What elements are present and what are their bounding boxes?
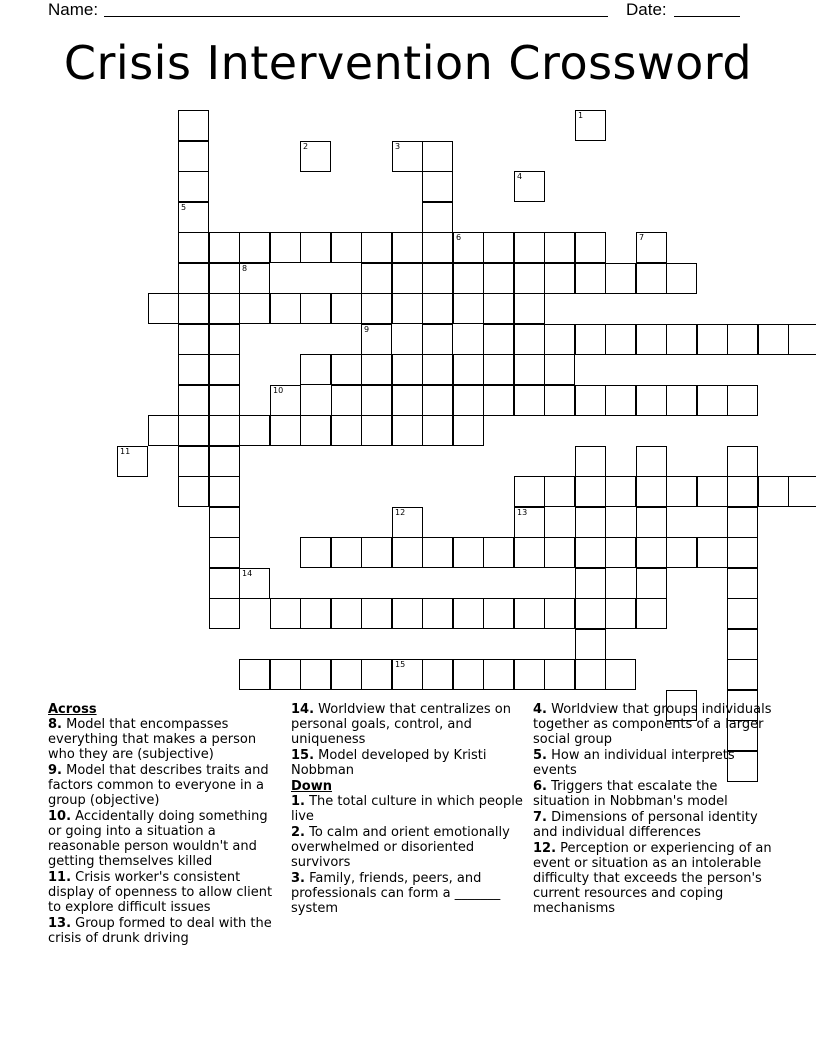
crossword-cell[interactable]: [514, 659, 545, 690]
clue-item: [48, 870, 284, 915]
clue-item-text: To calm and orient emotionally overwhelmed or disoriented survivors: [291, 825, 510, 870]
crossword-cell[interactable]: [453, 232, 484, 263]
crossword-cell[interactable]: [239, 293, 270, 324]
clue-number: 12: [395, 508, 406, 517]
clue-item-number: 1.: [291, 794, 305, 809]
date-label: Date:: [626, 0, 667, 19]
crossword-cell[interactable]: [727, 568, 758, 599]
crossword-cell[interactable]: [483, 537, 514, 568]
crossword-cell[interactable]: [575, 629, 606, 660]
clue-item-number: 10.: [48, 809, 72, 824]
clue-number: 1: [578, 111, 584, 120]
crossword-cell[interactable]: [422, 171, 453, 202]
clue-item: [291, 794, 527, 824]
crossword-cell[interactable]: [514, 354, 545, 385]
crossword-cell[interactable]: [514, 537, 545, 568]
clue-item-text: Crisis worker's consistent display of openness to allow client to explore difficult issues: [48, 870, 273, 915]
crossword-cell[interactable]: [483, 385, 514, 416]
crossword-cell[interactable]: [636, 476, 667, 507]
crossword-cell[interactable]: [544, 232, 575, 263]
crossword-cell[interactable]: [575, 232, 606, 263]
crossword-cell[interactable]: [453, 659, 484, 690]
crossword-cell[interactable]: [392, 263, 423, 294]
crossword-cell[interactable]: [422, 293, 453, 324]
down-heading: Down: [291, 779, 332, 794]
clue-item: [291, 825, 527, 870]
crossword-cell[interactable]: [514, 324, 545, 355]
crossword-cell[interactable]: [392, 415, 423, 446]
crossword-cell[interactable]: [727, 537, 758, 568]
clue-number: 10: [273, 386, 284, 395]
crossword-cell[interactable]: [239, 263, 270, 294]
crossword-cell[interactable]: [422, 598, 453, 629]
page-title: Crisis Intervention Crossword: [63, 36, 753, 90]
crossword-cell[interactable]: [453, 354, 484, 385]
crossword-cell[interactable]: [483, 263, 514, 294]
crossword-cell[interactable]: [178, 385, 209, 416]
clue-item-text: Group formed to deal with the crisis of drunk driving: [48, 916, 272, 946]
clues-column-3: [533, 702, 773, 917]
clue-item-number: 6.: [533, 779, 547, 794]
clues-column-1: [48, 702, 284, 947]
crossword-cell[interactable]: [666, 537, 697, 568]
clue-item-text: Model that describes traits and factors common to everyone in a group (objective): [48, 763, 269, 808]
crossword-cell[interactable]: [666, 385, 697, 416]
clue-item-number: 2.: [291, 825, 305, 840]
crossword-cell[interactable]: [331, 385, 362, 416]
crossword-cell[interactable]: [575, 507, 606, 538]
crossword-cell[interactable]: [422, 141, 453, 172]
crossword-cell[interactable]: [727, 324, 758, 355]
crossword-cell[interactable]: [239, 232, 270, 263]
clue-item: [48, 763, 284, 808]
crossword-cell[interactable]: [178, 324, 209, 355]
crossword-cell[interactable]: [422, 354, 453, 385]
crossword-cell[interactable]: [514, 232, 545, 263]
crossword-cell[interactable]: [331, 293, 362, 324]
crossword-cell[interactable]: [209, 537, 240, 568]
crossword-cell[interactable]: [636, 324, 667, 355]
crossword-cell[interactable]: [453, 415, 484, 446]
crossword-cell[interactable]: [148, 415, 179, 446]
crossword-cell[interactable]: [575, 324, 606, 355]
crossword-cell[interactable]: [422, 263, 453, 294]
crossword-cell[interactable]: [636, 537, 667, 568]
crossword-cell[interactable]: [575, 568, 606, 599]
crossword-cell[interactable]: [178, 446, 209, 477]
clue-item-text: Dimensions of personal identity and individual differences: [533, 810, 758, 840]
clue-item-text: Perception or experiencing of an event or situation as an intolerable difficulty that exceeds the person's current resources and coping mechanisms: [533, 841, 772, 916]
crossword-cell[interactable]: [209, 354, 240, 385]
crossword-cell[interactable]: [361, 263, 392, 294]
clue-item-text: Model developed by Kristi Nobbman: [291, 748, 487, 778]
crossword-cell[interactable]: [483, 293, 514, 324]
clue-item-number: 4.: [533, 702, 547, 717]
crossword-cell[interactable]: [727, 446, 758, 477]
crossword-cell[interactable]: [239, 568, 270, 599]
crossword-cell[interactable]: [727, 507, 758, 538]
crossword-cell[interactable]: [575, 537, 606, 568]
crossword-cell[interactable]: [666, 476, 697, 507]
crossword-cell[interactable]: [727, 629, 758, 660]
crossword-cell[interactable]: [361, 293, 392, 324]
crossword-cell[interactable]: [697, 537, 728, 568]
crossword-cell[interactable]: [392, 537, 423, 568]
crossword-cell[interactable]: [270, 659, 301, 690]
clue-item-text: Worldview that centralizes on personal goals, control, and uniqueness: [291, 702, 511, 747]
crossword-cell[interactable]: [453, 385, 484, 416]
crossword-cell[interactable]: [544, 385, 575, 416]
crossword-cell[interactable]: [636, 598, 667, 629]
crossword-cell[interactable]: [209, 324, 240, 355]
crossword-cell[interactable]: [300, 354, 331, 385]
crossword-cell[interactable]: [697, 476, 728, 507]
clue-item: [48, 809, 284, 869]
clue-number: 2: [303, 142, 309, 151]
crossword-cell[interactable]: [178, 354, 209, 385]
crossword-cell[interactable]: [544, 476, 575, 507]
clue-number: 3: [395, 142, 401, 151]
crossword-cell[interactable]: [514, 293, 545, 324]
crossword-cell[interactable]: [300, 415, 331, 446]
crossword-cell[interactable]: [788, 476, 816, 507]
crossword-cell[interactable]: [605, 537, 636, 568]
crossword-cell[interactable]: [392, 354, 423, 385]
crossword-cell[interactable]: [666, 324, 697, 355]
clue-item-number: 9.: [48, 763, 62, 778]
crossword-cell[interactable]: [514, 507, 545, 538]
crossword-cell[interactable]: [544, 537, 575, 568]
crossword-cell[interactable]: [636, 568, 667, 599]
crossword-cell[interactable]: [514, 476, 545, 507]
clue-item-number: 3.: [291, 871, 305, 886]
crossword-cell[interactable]: [148, 293, 179, 324]
clue-item: [533, 779, 773, 809]
crossword-cell[interactable]: [636, 446, 667, 477]
clue-item: [533, 810, 773, 840]
clue-item: [291, 702, 527, 747]
crossword-cell[interactable]: [361, 354, 392, 385]
crossword-cell[interactable]: [636, 232, 667, 263]
crossword-cell[interactable]: [483, 232, 514, 263]
crossword-cell[interactable]: [178, 263, 209, 294]
crossword-cell[interactable]: [636, 507, 667, 538]
crossword-cell[interactable]: [209, 446, 240, 477]
crossword-cell[interactable]: [636, 385, 667, 416]
crossword-cell[interactable]: [483, 354, 514, 385]
crossword-cell[interactable]: [514, 171, 545, 202]
crossword-cell[interactable]: [300, 293, 331, 324]
clue-item-number: 15.: [291, 748, 315, 763]
crossword-cell[interactable]: [209, 507, 240, 538]
crossword-cell[interactable]: [575, 385, 606, 416]
crossword-cell[interactable]: [300, 537, 331, 568]
crossword-cell[interactable]: [605, 324, 636, 355]
crossword-cell[interactable]: [331, 598, 362, 629]
crossword-cell[interactable]: [422, 232, 453, 263]
crossword-cell[interactable]: [758, 476, 789, 507]
crossword-cell[interactable]: [605, 476, 636, 507]
crossword-cell[interactable]: [575, 476, 606, 507]
crossword-cell[interactable]: [544, 263, 575, 294]
crossword-cell[interactable]: [605, 598, 636, 629]
crossword-cell[interactable]: [666, 263, 697, 294]
crossword-cell[interactable]: [178, 141, 209, 172]
crossword-cell[interactable]: [514, 598, 545, 629]
crossword-cell[interactable]: [209, 568, 240, 599]
crossword-cell[interactable]: [422, 385, 453, 416]
crossword-cell[interactable]: [361, 385, 392, 416]
clue-item-text: Worldview that groups individuals together as components of a larger social group: [533, 702, 772, 747]
crossword-cell[interactable]: [361, 232, 392, 263]
crossword-cell[interactable]: [483, 598, 514, 629]
crossword-cell[interactable]: [575, 110, 606, 141]
crossword-cell[interactable]: [636, 263, 667, 294]
clue-item: [48, 717, 284, 762]
crossword-cell[interactable]: [331, 415, 362, 446]
crossword-cell[interactable]: [544, 324, 575, 355]
clue-item-number: 12.: [533, 841, 557, 856]
clue-number: 11: [120, 447, 131, 456]
clue-number: 8: [242, 264, 248, 273]
clue-item: [533, 841, 773, 916]
crossword-cell[interactable]: [331, 232, 362, 263]
crossword-cell[interactable]: [178, 232, 209, 263]
crossword-cell[interactable]: [422, 324, 453, 355]
crossword-cell[interactable]: [605, 659, 636, 690]
clue-item-number: 11.: [48, 870, 72, 885]
clue-item-text: Model that encompasses everything that makes a person who they are (subjective): [48, 717, 257, 762]
crossword-cell[interactable]: [453, 537, 484, 568]
crossword-cell[interactable]: [575, 659, 606, 690]
crossword-cell[interactable]: [300, 141, 331, 172]
crossword-cell[interactable]: [178, 202, 209, 233]
crossword-cell[interactable]: [727, 476, 758, 507]
clue-item-text: Accidentally doing something or going into a situation a reasonable person wouldn't and getting themselves killed: [48, 809, 268, 869]
crossword-cell[interactable]: [422, 202, 453, 233]
name-label: Name:: [48, 0, 99, 19]
clue-item-number: 8.: [48, 717, 62, 732]
crossword-cell[interactable]: [209, 263, 240, 294]
crossword-cell[interactable]: [697, 324, 728, 355]
clue-item-number: 13.: [48, 916, 72, 931]
crossword-cell[interactable]: [697, 385, 728, 416]
clue-item-number: 5.: [533, 748, 547, 763]
crossword-cell[interactable]: [453, 598, 484, 629]
clue-number: 13: [517, 508, 528, 517]
clue-number: 14: [242, 569, 253, 578]
crossword-cell[interactable]: [178, 476, 209, 507]
clue-item-text: Family, friends, peers, and professionals can form a _______ system: [291, 871, 501, 916]
crossword-cell[interactable]: [331, 659, 362, 690]
crossword-cell[interactable]: [361, 324, 392, 355]
clue-number: 15: [395, 660, 406, 669]
clues-column-2: [291, 702, 527, 917]
crossword-cell[interactable]: [178, 293, 209, 324]
crossword-cell[interactable]: [392, 141, 423, 172]
crossword-cell[interactable]: [300, 659, 331, 690]
crossword-cell[interactable]: [300, 232, 331, 263]
crossword-cell[interactable]: [575, 598, 606, 629]
clue-item-number: 7.: [533, 810, 547, 825]
crossword-cell[interactable]: [209, 293, 240, 324]
crossword-cell[interactable]: [575, 263, 606, 294]
clue-item-text: Triggers that escalate the situation in Nobbman's model: [533, 779, 728, 809]
crossword-cell[interactable]: [270, 385, 301, 416]
crossword-cell[interactable]: [331, 537, 362, 568]
crossword-cell[interactable]: [392, 385, 423, 416]
crossword-cell[interactable]: [727, 385, 758, 416]
crossword-cell[interactable]: [209, 476, 240, 507]
crossword-cell[interactable]: [514, 385, 545, 416]
crossword-cell[interactable]: [605, 263, 636, 294]
clue-number: 6: [456, 233, 462, 242]
crossword-cell[interactable]: [453, 263, 484, 294]
clue-number: 4: [517, 172, 523, 181]
crossword-cell[interactable]: [209, 385, 240, 416]
crossword-cell[interactable]: [270, 293, 301, 324]
crossword-cell[interactable]: [392, 232, 423, 263]
clue-item-number: 14.: [291, 702, 315, 717]
crossword-cell[interactable]: [300, 598, 331, 629]
crossword-cell[interactable]: [422, 537, 453, 568]
crossword-cell[interactable]: [514, 263, 545, 294]
crossword-cell[interactable]: [727, 659, 758, 690]
crossword-cell[interactable]: [270, 232, 301, 263]
clue-item: [48, 916, 284, 946]
crossword-cell[interactable]: [422, 659, 453, 690]
crossword-cell[interactable]: [544, 354, 575, 385]
crossword-cell[interactable]: [605, 385, 636, 416]
crossword-cell[interactable]: [361, 537, 392, 568]
crossword-cell[interactable]: [270, 415, 301, 446]
crossword-cell[interactable]: [483, 659, 514, 690]
crossword-cell[interactable]: [544, 598, 575, 629]
crossword-cell[interactable]: [758, 324, 789, 355]
crossword-cell[interactable]: [239, 659, 270, 690]
crossword-cell[interactable]: [209, 232, 240, 263]
crossword-cell[interactable]: [483, 324, 514, 355]
clue-item-text: The total culture in which people live: [291, 794, 523, 824]
crossword-cell[interactable]: [727, 598, 758, 629]
clue-item: [533, 702, 773, 747]
crossword-cell[interactable]: [178, 415, 209, 446]
crossword-cell[interactable]: [209, 415, 240, 446]
crossword-cell[interactable]: [117, 446, 148, 477]
crossword-cell[interactable]: [575, 446, 606, 477]
crossword-cell[interactable]: [361, 415, 392, 446]
crossword-cell[interactable]: [239, 415, 270, 446]
crossword-cell[interactable]: [788, 324, 816, 355]
clue-item: [291, 871, 527, 916]
crossword-cell[interactable]: [392, 659, 423, 690]
clue-item: [533, 748, 773, 778]
clue-number: 5: [181, 203, 187, 212]
crossword-cell[interactable]: [392, 507, 423, 538]
crossword-cell[interactable]: [453, 293, 484, 324]
crossword-cell[interactable]: [178, 110, 209, 141]
clue-item: [291, 748, 527, 778]
clue-item-text: How an individual interprets events: [533, 748, 735, 778]
crossword-cell[interactable]: [270, 598, 301, 629]
clue-number: 7: [639, 233, 645, 242]
across-heading: Across: [48, 702, 97, 717]
crossword-cell[interactable]: [544, 659, 575, 690]
crossword-cell[interactable]: [361, 659, 392, 690]
crossword-cell[interactable]: [392, 598, 423, 629]
crossword-cell[interactable]: [361, 598, 392, 629]
crossword-cell[interactable]: [209, 598, 240, 629]
crossword-cell[interactable]: [422, 415, 453, 446]
crossword-cell[interactable]: [331, 354, 362, 385]
crossword-cell[interactable]: [392, 293, 423, 324]
crossword-cell[interactable]: [178, 171, 209, 202]
clue-number: 9: [364, 325, 370, 334]
